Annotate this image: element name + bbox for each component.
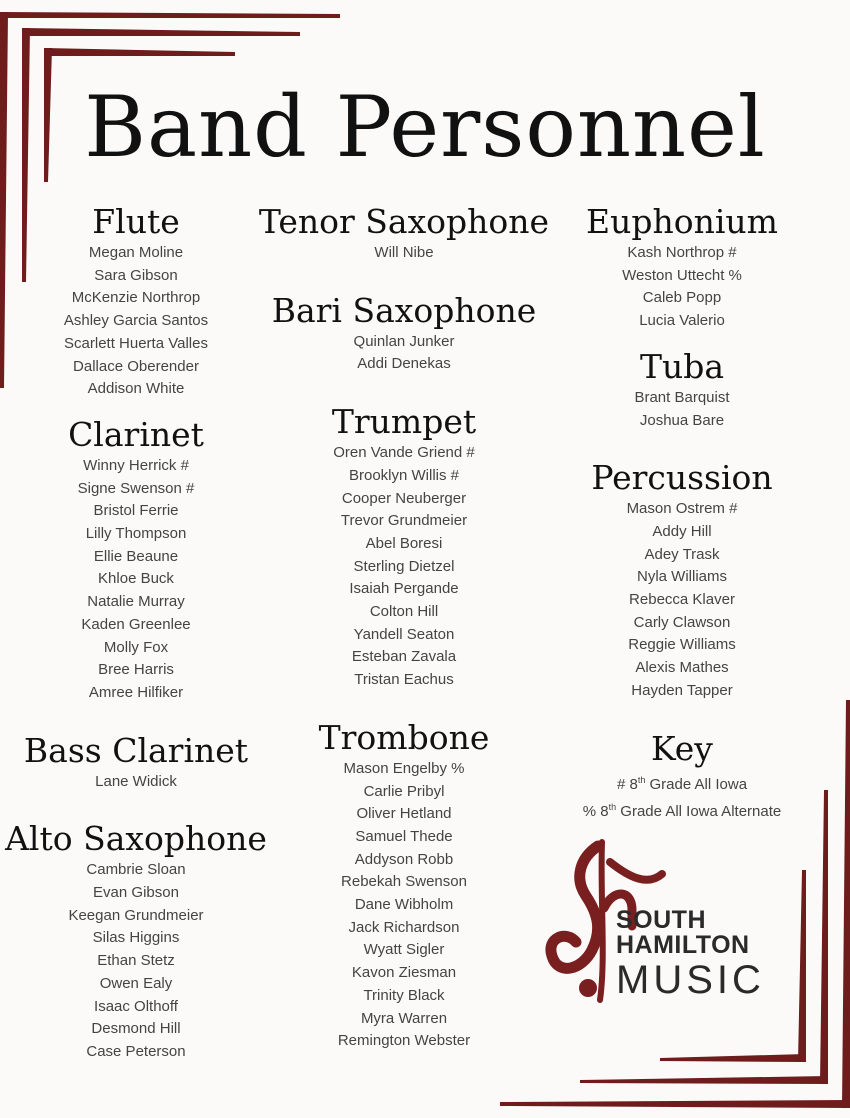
- section-heading: Alto Saxophone: [5, 819, 267, 859]
- member-name: Signe Swenson #: [77, 479, 195, 497]
- member-name: Ellie Beaune: [93, 547, 179, 565]
- name-list: [258, 242, 550, 265]
- member-name: McKenzie Northrop: [71, 289, 201, 307]
- member-name: Addison White: [87, 380, 185, 398]
- member-name: Molly Fox: [103, 638, 169, 656]
- logo-line-hamilton: HAMILTON: [616, 931, 750, 959]
- member-name: Kavon Ziesman: [351, 964, 457, 982]
- section-tenor-saxophone: [258, 202, 550, 265]
- member-name: Weston Uttecht %: [622, 266, 742, 284]
- section-heading: Trombone: [318, 717, 490, 757]
- member-name: Isaiah Pergande: [349, 580, 459, 598]
- member-name: Dallace Oberender: [73, 357, 199, 375]
- member-name: Rebecca Klaver: [629, 591, 735, 609]
- member-name: Wyatt Sigler: [363, 941, 445, 959]
- member-name: Carlie Pribyl: [363, 782, 445, 800]
- member-name: Alexis Mathes: [635, 659, 729, 677]
- name-list: [556, 242, 808, 333]
- member-name: Reggie Williams: [628, 636, 736, 654]
- member-name: Esteban Zavala: [351, 648, 457, 666]
- member-name: Isaac Olthoff: [94, 997, 178, 1015]
- section-heading: Tenor Saxophone: [258, 202, 550, 241]
- section-euphonium: [556, 202, 808, 333]
- column-left: [2, 202, 270, 1064]
- member-name: Will Nibe: [374, 244, 434, 261]
- member-name: Addyson Robb: [354, 850, 454, 868]
- member-name: Yandell Seaton: [353, 625, 455, 643]
- member-name: Trinity Black: [363, 986, 445, 1004]
- member-name: Case Peterson: [86, 1042, 186, 1060]
- member-name: Myra Warren: [360, 1009, 448, 1027]
- section-trumpet: [258, 402, 550, 692]
- member-name: Evan Gibson: [93, 884, 179, 902]
- member-name: Cambrie Sloan: [86, 861, 186, 879]
- section-heading: Percussion: [591, 458, 773, 498]
- member-name: Remington Webster: [337, 1032, 471, 1050]
- member-name: Quinlan Junker: [353, 332, 455, 350]
- member-name: Kash Northrop #: [627, 244, 737, 261]
- member-name: Scarlett Huerta Valles: [64, 334, 208, 352]
- member-name: Winny Herrick #: [83, 456, 189, 474]
- section-heading: Clarinet: [68, 414, 204, 454]
- member-name: Brant Barquist: [634, 388, 730, 406]
- member-name: Cooper Neuberger: [341, 489, 467, 507]
- member-name: Mason Ostrem #: [626, 500, 738, 518]
- section-heading: Trumpet: [331, 402, 477, 442]
- name-list: [2, 771, 270, 794]
- member-name: Rebekah Swenson: [341, 873, 467, 891]
- member-name: Dane Wibholm: [354, 896, 454, 914]
- section-bass-clarinet: [2, 731, 270, 794]
- name-list: [2, 859, 270, 1063]
- member-name: Amree Hilfiker: [88, 683, 184, 701]
- member-name: Tristan Eachus: [354, 671, 454, 689]
- member-name: Sterling Dietzel: [353, 557, 455, 575]
- name-list: [258, 758, 550, 1053]
- member-name: Khloe Buck: [98, 570, 174, 588]
- member-name: Nyla Williams: [637, 568, 727, 586]
- section-tuba: [556, 347, 808, 432]
- member-name: Desmond Hill: [91, 1020, 181, 1038]
- member-name: Addi Denekas: [357, 355, 451, 373]
- member-name: Owen Ealy: [99, 974, 173, 992]
- section-trombone: [258, 718, 550, 1053]
- name-list: [258, 442, 550, 692]
- member-name: Carly Clawson: [633, 613, 731, 631]
- logo-line-south: SOUTH: [616, 906, 706, 934]
- member-name: Samuel Thede: [355, 827, 453, 845]
- section-heading: Euphonium: [586, 202, 778, 241]
- section-flute: [2, 202, 270, 401]
- key-all-iowa: # 8th Grade All Iowa: [616, 774, 748, 793]
- member-name: Bristol Ferrie: [93, 502, 179, 520]
- logo-line-music: MUSIC: [616, 958, 765, 1002]
- member-name: Keegan Grundmeier: [68, 906, 204, 924]
- member-name: Kaden Greenlee: [81, 615, 191, 633]
- member-name: Caleb Popp: [642, 289, 722, 307]
- member-name: Hayden Tapper: [631, 681, 733, 699]
- name-list: [2, 455, 270, 705]
- section-percussion: [556, 458, 808, 702]
- member-name: Bree Harris: [98, 661, 174, 679]
- member-name: Lane Widick: [95, 772, 177, 790]
- member-name: Natalie Murray: [87, 593, 185, 611]
- member-name: Addy Hill: [652, 522, 712, 540]
- member-name: Adey Trask: [644, 545, 720, 563]
- member-name: Lucia Valerio: [639, 312, 725, 330]
- member-name: Silas Higgins: [92, 929, 180, 947]
- name-list: [556, 387, 808, 432]
- key-all-iowa-alternate: % 8th Grade All Iowa Alternate: [582, 802, 782, 821]
- member-name: Sara Gibson: [94, 266, 178, 284]
- column-middle: [258, 202, 550, 1053]
- member-name: Lilly Thompson: [85, 525, 187, 543]
- column-right: [556, 202, 808, 824]
- member-name: Ethan Stetz: [97, 952, 175, 970]
- name-list: [556, 498, 808, 702]
- member-name: Oliver Hetland: [356, 805, 452, 823]
- member-name: Joshua Bare: [639, 411, 725, 429]
- section-bari-saxophone: [258, 291, 550, 376]
- section-heading: Key: [651, 728, 713, 768]
- section-heading: Flute: [92, 202, 180, 241]
- page-title: Band Personnel: [84, 78, 766, 176]
- member-name: Oren Vande Griend #: [333, 444, 475, 462]
- member-name: Mason Engelby %: [343, 759, 465, 777]
- name-list: [258, 331, 550, 376]
- member-name: Ashley Garcia Santos: [63, 312, 209, 330]
- member-name: Brooklyn Willis #: [348, 466, 460, 484]
- member-name: Megan Moline: [88, 244, 184, 261]
- section-heading: Tuba: [639, 346, 725, 386]
- logo-wordmark: [616, 908, 765, 1000]
- section-heading: Bari Saxophone: [271, 290, 537, 330]
- name-list: [2, 242, 270, 401]
- member-name: Abel Boresi: [365, 534, 443, 552]
- section-clarinet: [2, 415, 270, 705]
- member-name: Jack Richardson: [348, 918, 460, 936]
- section-alto-saxophone: [2, 819, 270, 1063]
- section-heading: Bass Clarinet: [23, 730, 249, 770]
- member-name: Colton Hill: [369, 603, 439, 621]
- member-name: Trevor Grundmeier: [340, 512, 468, 530]
- section-key: [556, 729, 808, 824]
